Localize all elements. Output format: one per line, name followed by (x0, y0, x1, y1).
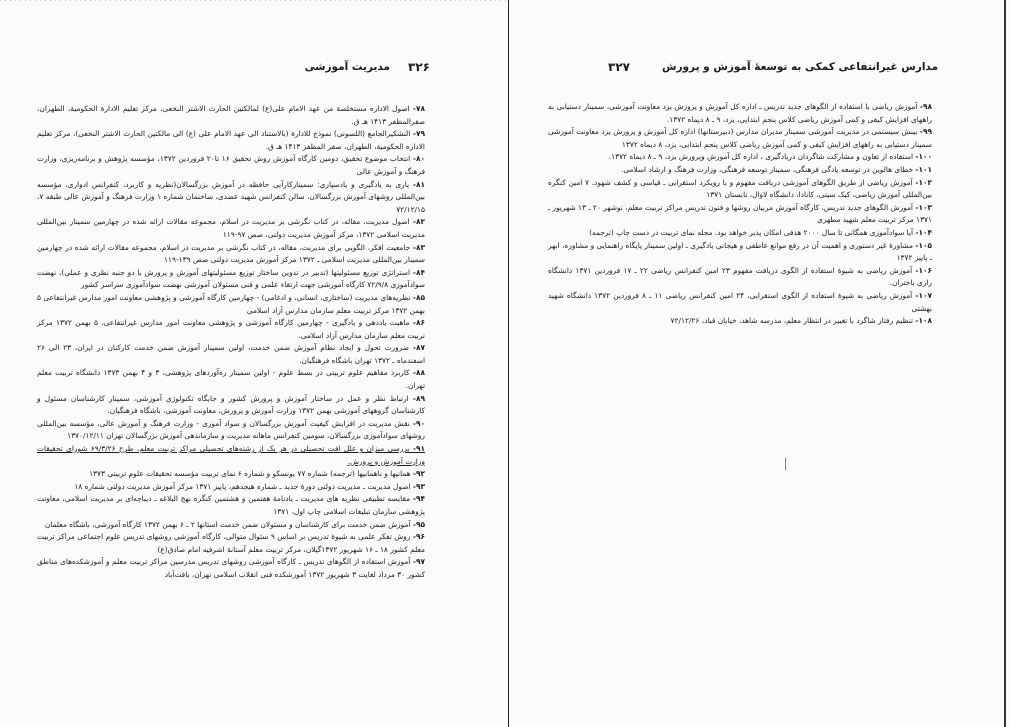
reference-entry (37, 493, 425, 518)
reference-entry (37, 216, 425, 241)
reference-entry (37, 103, 425, 128)
reference-number: ۸۹- (412, 393, 425, 403)
reference-entry (37, 468, 425, 481)
reference-number: ۸۸- (412, 368, 425, 378)
reference-text: آموزش الگوهای جدید تدریس، کارگاه آموزش مربیان روشها و فنون تدریس مراکز تربیت معلم، نوشهر ۲۰ ـ ۱۳ شهریور ـ ۱۳۷۱ مرکز تربیت معلم شهید مطهری (548, 202, 932, 225)
reference-number: ۸۳- (412, 242, 425, 252)
reference-entry (548, 240, 932, 265)
right-page (508, 0, 1011, 727)
reference-number: ۱۰۲- (915, 177, 932, 187)
reference-entry (37, 128, 425, 153)
reference-number: ۸۴- (412, 267, 425, 277)
running-title: مدارس غیرانتفاعی کمکی به توسعهٔ آموزش و پرورش (661, 61, 938, 73)
reference-entry (37, 367, 425, 392)
reference-entry (548, 126, 932, 151)
reference-text: بینش سیستمی در مدیریت آموزشی سمینار مدیران مدارس (دبیرستانها) اداره کل آموزش و پرورش یزد معاونت آموزشی سمینار دستیابی به راههای افزایش کیفی و کمی آموزش ریاضی کلاس پنجم ابتدایی، یزد، ۸ دیماه ۱۳۷۲ (548, 127, 932, 149)
top-scan-artifact (0, 0, 508, 1)
reference-text: نقش مدیریت در افزایش کیفیت آموزش بزرگسالان و سواد آموزی - وزارت فرهنگ و آموزش عالی، مؤسسه بین‌المللی روشهای سوادآموزی بزرگسالان، سومین کنفرانس ماهانه مدیریت و سازماندهی آموزش بزرگسالان تهران ۱۳۷۰/۱۲/۱۱ (37, 418, 425, 441)
reference-entry (548, 202, 932, 227)
reference-number: ۱۰۵- (915, 240, 932, 250)
reference-text: همانیها و ناهمانیها (ترجمه) شماره ۷۷ یونسکو و شماره ۶ نمای تربیت مؤسسه تحقیقات علوم تربیتی ۱۳۷۳ (89, 469, 411, 479)
reference-number: ۱۰۷- (915, 290, 932, 300)
reference-text: خطای هالوین در توسعه یادگی فرهنگی، سمینار توسعه فرهنگی، وزارت فرهنگ و ارشاد اسلامی. (620, 164, 914, 174)
reference-entry (37, 519, 425, 532)
reference-number: ۸۱- (412, 179, 426, 189)
reference-text: آموزش ریاضی از طریق الگوهای آموزشی دریافت مفهوم و با رویکرد استقرایی ـ قیاسی و کشف شهود. ۷ امین کنگره بین‌المللی آموزش ریاضی، کبک سیتی، کانادا، دانشگاه لاوال، تابستان ۱۳۷۱ (548, 177, 932, 200)
reference-entry (548, 177, 932, 202)
reference-text: آموزش ریاضی به شیوهٔ استفاده از الگوی استقرایی، ۲۴ امین کنفرانس ریاضی ۱۱ ـ ۸ فروردین ۱۳۷۲ دانشگاه شهید بهشتی (548, 290, 932, 313)
reference-entry (37, 267, 425, 292)
reference-text: آموزش ریاضی با استفاده از الگوهای جدید تدریس ـ اداره کل آموزش و پرورش یزد معاونت آموزشی، سمینار دستیابی به راههای افزایش کیفی و کمی آموزش ریاضی کلاس پنجم ابتدایی، یزد، ۹ ـ ۸ دیماه ۱۳۷۲. (548, 102, 932, 124)
reference-entry (37, 179, 425, 217)
reference-number: ۷۹- (412, 129, 425, 139)
reference-entry (37, 292, 425, 317)
reference-number: ۹۸- (919, 102, 932, 111)
reference-number: ۷۸- (412, 104, 425, 113)
reference-number: ۸۶- (412, 318, 426, 328)
reference-entry (37, 481, 425, 494)
reference-number: ۹۵- (412, 519, 425, 529)
reference-text: روش تفکر علمی به شیوهٔ تدریس بر اساس ۹ سئوال متوالی، کارگاه آموزشی روشهای تدریس علوم اجتماعی مراکز تربیت معلم کشور ۱۸ ـ ۱۶ شهریور ۱۳۷۲گیلان، مرکز تربیت معلم آستانهٔ اشرفیه امام صادق(ع) (37, 532, 425, 554)
reference-text: مقایسه تطبیقی نظریه های مدیریت ـ یادنامهٔ هفتمین و هشتمین کنگره نهج البلاغه ـ دیباچه‌ای بر مدیریت اسلامی، معاونت پژوهشی سازمان تبلیغات اسلامی چاپ اول، ۱۳۷۱ (37, 494, 425, 516)
reference-text: انتخاب موضوع تحقیق، دومین کارگاه آموزش روش تحقیق ۱۶ تا۲۰ فروردین ۱۳۷۲، مؤسسه پژوهش و برنامه‌ریزی، وزارت فرهنگ و آموزش عالی (37, 154, 425, 176)
reference-entry (37, 393, 425, 418)
reference-text: اصول الاداره مستخلصة من عهد الامام علی(ع) لمالکتین الحارث الاشتر النخعی، مرکز تعلیم الادارة الحکومیة، الطهران، صفرالمظفر ۱۴۱۳ هـ ق. (37, 104, 425, 126)
reference-entry (548, 101, 932, 126)
reference-number: ۹۲- (412, 469, 425, 479)
reference-number: ۹۴- (412, 494, 425, 504)
reference-number: ۹۹- (919, 127, 932, 137)
reference-entry (548, 315, 932, 328)
right-reference-list (548, 101, 932, 328)
reference-number: ۸۵- (412, 292, 425, 302)
scan-speck (785, 458, 786, 470)
reference-entry (548, 290, 932, 315)
reference-entry (37, 242, 425, 267)
reference-text: ماهیت یاددهی و یادگیری - چهارمین کارگاه آموزشی و پژوهشی معاونت امور مدارس غیرانتفاعی، ۵ بهمن ۱۳۷۲ مرکز تربیت معلم سازمان مدارس آزاد اسلامی. (37, 318, 425, 340)
reference-entry (37, 556, 425, 581)
reference-number: ۱۰۶- (915, 265, 932, 275)
reference-text: بررسی میزان و علل افت تحصیلی در هر یک از رشته‌های تحصیلی مراکز تربیت معلم، طرح ۶۹/۳/۲۶ شورای تحقیقات وزارت آموزش و پرورش. (37, 444, 425, 466)
reference-text: جامعیت افکر، الگویی برای مدیریت، مقاله، در کتاب نگرشی بر مدیریت در اسلام، مجموعه مقالات ارائه شده در چهارمین سمینار بین‌المللی مدیریت اسلامی ـ ۱۳۷۲ مرکز آموزش مدیریت دولتی صص ۱۳۹-۱۱۹ (37, 242, 425, 265)
reference-text: اصول مدیریت ـ مدیریت دولتی دورهٔ جدید ـ شماره هیجدهم، پاییز ۱۳۷۱ مرکز آموزش مدیریت دولتی شماره ۱۸ (74, 481, 411, 491)
reference-number: ۱۰۳- (915, 202, 932, 212)
reference-text: آیا سوادآموزی همگانی تا سال ۲۰۰۰ هدفی امکان پذیر خواهد بود. مجله نمای تربیت در دست چاپ (ترجمه) (589, 227, 914, 237)
reference-text: نظریه‌های مدیریت (ساختاری، انسانی، و ادغامی) - چهارمین کارگاه آموزشی و پژوهشی معاونت امور مدارس غیرانتفاعی ۵ بهمن ۱۳۷۲ مرکز تربیت معلم سازمان مدارس آزاد اسلامی (37, 292, 425, 315)
page-number: ۳۲۷ (608, 60, 630, 74)
reference-text: مشاورهٔ غیر دستوری و اهمیت آن در رفع موانع عاطفی و هیجانی یادگیری ـ اولین سمینار پایگاه راهنمایی و مشاوره، ابهر ـ پاییز ۱۳۷۲ (548, 240, 932, 263)
reference-entry (37, 317, 425, 342)
reference-text: استراتژی توزیع مسئولیتها (تدبیر در تدوین ساختار توزیع مسئولیتهای آموزش و پرورش با دو جنبه نظری و عملی)، نهضت سوادآموزی ۷۲/۹/۸ کارگاه آموزشی جهت ارتقاء علمی و فنی مسئولان آموزشی نهضت سوادآموزی سراسر کشور (37, 267, 425, 290)
page-edge-line (1004, 0, 1006, 727)
reference-text: کاربرد مفاهیم علوم تربیتی در بسط علوم - اولین سمینار ره‌آوردهای پژوهشی، ۳ و ۴ بهمن ۱۳۷۳ دانشگاه تربیت معلم تهران. (37, 368, 425, 391)
running-title: مدیریت آموزشی (304, 61, 390, 73)
reference-text: ضرورت تحول و ایجاد نظام آموزش ضمن خدمت، اولین سمینار آموزش ضمن خدمت کارکنان در ایران، ۲۳ الی ۲۶ اسفندماه ـ ۱۳۷۲ تهران باشگاه فرهنگیان. (37, 343, 425, 365)
reference-number: ۹۷- (412, 557, 425, 567)
reference-number: ۱۰۸- (915, 316, 932, 326)
reference-entry (548, 227, 932, 240)
reference-text: آموزش ضمن خدمت برای کارشناسان و مسئولان ضمن خدمت استانها ۲ ـ ۶ بهمن ۱۳۷۲ کارگاه آموزشی، باشگاه معلمان (44, 519, 411, 529)
reference-number: ۸۰- (412, 154, 425, 164)
reference-text: ارتباط نظر و عمل در ساختار آموزش و پرورش کشور و جایگاه تکنولوژی آموزشی، سمینار کارشناسان مسئول و کارشناسان گروههای آموزشی بهمن ۱۳۷۲ وزارت آموزش و پرورش، معاونت آموزشی، باشگاه فرهنگیان. (37, 393, 425, 416)
reference-text: التشکیرالجامع (اللسونی) نموذج للادارة (بالاستناد الی عهد الامام علی (ع) الی مالکتین الحارث الاشتر النخعی)، مرکز تعلیم الاداره الحکومیة، الطهران، صفر المظفر ۱۴۱۳ هـ ق. (37, 129, 425, 151)
reference-number: ۹۳- (412, 481, 425, 491)
reference-number: ۸۲- (412, 217, 425, 227)
reference-number: ۹۱- (412, 444, 425, 454)
reference-text: یاری به یادگیری و یادسپاری: سمینارکارآیی حافظه در آموزش بزرگسالان(نظریه و کاربرد، کنفرانس ادواری، مؤسسه بین‌المللی روشهای آموزش بزرگسالان، سالن کنفرانس شهید عضدی، ساختمان شماره ۱ وزارت فرهنگ و آموزش عالی طبقه ۷، ۷۲/۱۲/۱۵ (37, 179, 425, 214)
reference-text: آموزش استفاده از الگوهای تدریس ـ کارگاه آموزشی روشهای تدریس مدرسین مراکز تربیت معلم و آموزشکده‌های مناطق کشور ۳۰ مرداد لغایت ۳ شهریور ۱۳۷۲ آموزشکده فنی انقلاب اسلامی تهران، بافت‌آباد (37, 557, 425, 579)
reference-entry (37, 443, 425, 468)
page-number: ۳۲۶ (408, 60, 430, 74)
reference-entry (37, 153, 425, 178)
reference-text: تنظیم رفتار شاگرد با تغییر در انتظار معلم، مدرسه شاهد، خیابان قباد، ۷۲/۱۲/۲۶ (670, 316, 914, 326)
reference-number: ۸۷- (412, 343, 425, 353)
reference-entry (548, 265, 932, 290)
reference-number: ۱۰۱- (915, 164, 932, 174)
reference-number: ۹۶- (412, 532, 425, 542)
reference-text: اصول مدیریت، مقاله، در کتاب نگرشی بر مدیریت در اسلام، مجموعه مقالات ارائه شده در چهارمین سمینار بین‌المللی مدیریت اسلامی ۱۳۷۲، مرکز آموزش مدیریت دولتی، صص ۹۷-۱۱۹ (37, 217, 425, 239)
reference-entry (37, 531, 425, 556)
reference-text: آموزش ریاضی به شیوهٔ استفاده از الگوی دریافت مفهوم ۲۳ امین کنفرانس ریاضی ۲۲ ـ ۱۷ فروردین ۱۳۷۱ دانشگاه رازی باختران. (548, 265, 932, 288)
reference-entry (37, 342, 425, 367)
reference-entry (548, 151, 932, 164)
reference-number: ۱۰۰- (915, 152, 932, 162)
reference-number: ۱۰۴- (915, 227, 932, 237)
reference-number: ۹۰- (412, 418, 425, 428)
reference-entry (548, 164, 932, 177)
reference-text: استفاده از تعاون و مشارکت شاگردان دریادگیری ، اداره کل آموزش وپرورش یزد، ۹ ـ ۸ دیماه ۱۳۷۲. (608, 152, 914, 162)
left-reference-list (37, 103, 425, 582)
reference-entry (37, 418, 425, 443)
